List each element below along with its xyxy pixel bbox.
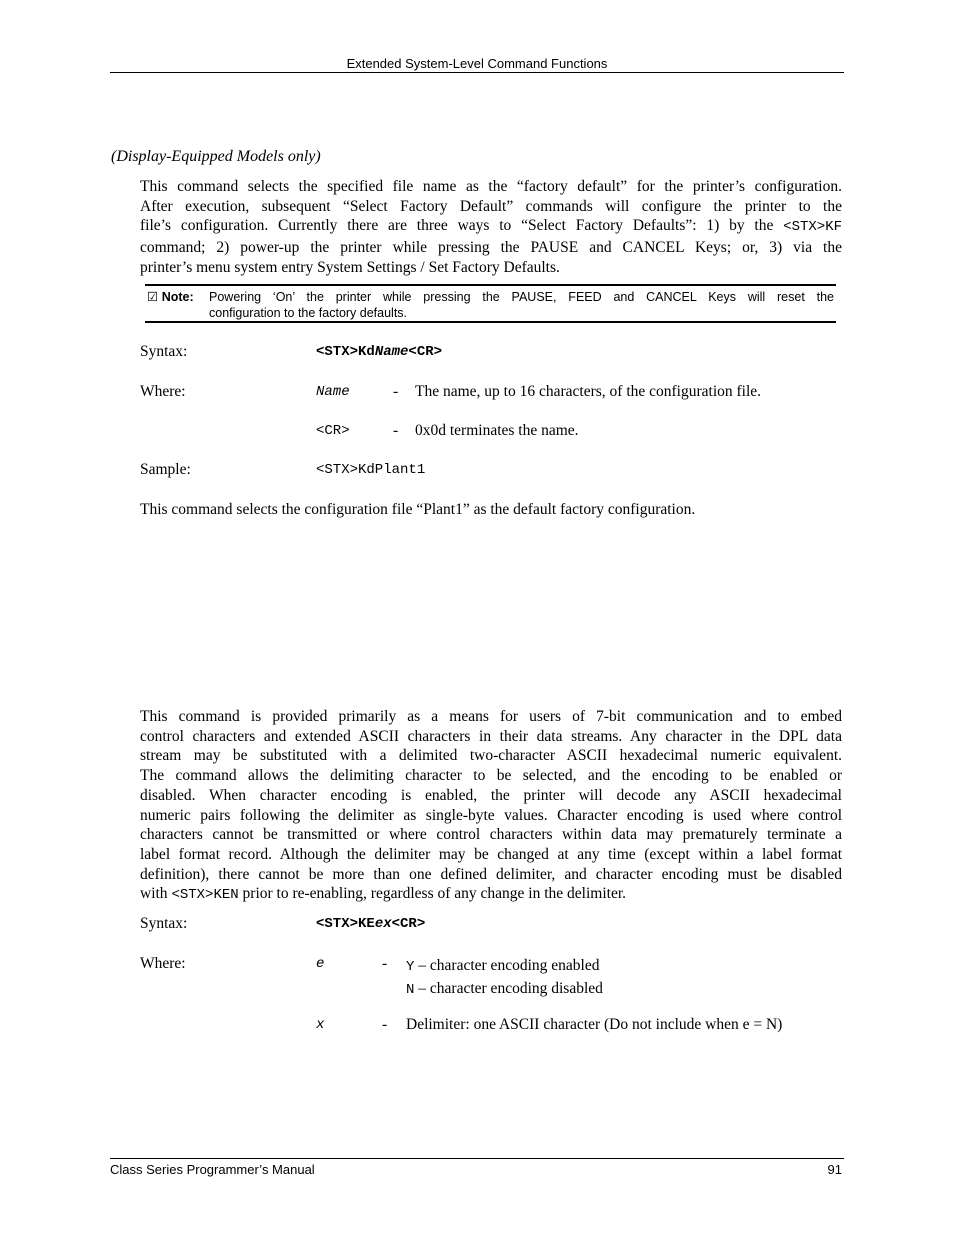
- inline-code: <STX>KF: [783, 219, 842, 236]
- option-line: [406, 955, 603, 978]
- para-line: printer’s menu system entry System Settings / Set Factory Defaults.: [140, 258, 560, 276]
- param-name: <CR>: [316, 423, 350, 439]
- syntax-value: [316, 916, 425, 932]
- syntax-param: ex: [374, 916, 392, 932]
- note-box: [145, 284, 836, 323]
- note-label-text: Note:: [161, 290, 194, 304]
- para-line: stream may be substituted with a delimited two-character ASCII hexadecimal numeric equivalent.: [140, 747, 842, 765]
- param-desc: Delimiter: one ASCII character (Do not include when e = N): [406, 1016, 783, 1033]
- para-line: label format record. Although the delimiter may be changed at any time (except within a label format: [140, 845, 842, 863]
- section-subtitle: (Display-Equipped Models only): [111, 148, 321, 165]
- where-label: Where:: [140, 383, 186, 400]
- syntax-label: Syntax:: [140, 915, 188, 932]
- footer-page-number: 91: [827, 1162, 842, 1177]
- option-code: Y: [406, 959, 415, 975]
- sample-value: <STX>KdPlant1: [316, 462, 426, 478]
- para-line: command; 2) power-up the printer while pressing the PAUSE and CANCEL Keys; or, 3) via the: [140, 239, 842, 257]
- option-text: – character encoding enabled: [414, 957, 600, 974]
- para-line: definition), there cannot be more than one defined delimiter, and character encoding must be disabled: [140, 865, 842, 883]
- syntax-value: [316, 344, 442, 360]
- option-line: [406, 978, 603, 1001]
- section1-closing: This command selects the configuration file “Plant1” as the default factory configuration.: [140, 501, 696, 518]
- inline-code: <STX>KEN: [171, 887, 239, 904]
- checkbox-icon: ☑: [147, 290, 159, 304]
- param-desc: [406, 955, 603, 1001]
- para-line: After execution, subsequent “Select Factory Default” commands will configure the printer to the: [140, 197, 842, 215]
- option-text: – character encoding disabled: [414, 980, 603, 997]
- section1-paragraph: [140, 177, 842, 278]
- para-line: numeric pairs following the delimiter as single-byte values. Character encoding is used where control: [140, 806, 842, 824]
- note-line: configuration to the factory defaults.: [209, 306, 408, 320]
- para-line: The command allows the delimiting character to be selected, and the encoding to be enabled or: [140, 767, 842, 785]
- header-rule: [110, 72, 844, 73]
- param-dash: -: [393, 383, 399, 400]
- para-line-text: with: [140, 885, 172, 903]
- para-line-text: file’s configuration. Currently there are three ways to “Select Factory Defaults”: 1) by the: [140, 217, 784, 235]
- page-header-title: Extended System-Level Command Functions: [346, 56, 608, 71]
- para-line-text: prior to re-enabling, regardless of any change in the delimiter.: [238, 885, 627, 903]
- syntax-param: Name: [374, 344, 409, 360]
- para-line: control characters and extended ASCII characters in their data streams. Any character in the DPL data: [140, 727, 842, 745]
- para-line: characters cannot be transmitted or where control characters within data may prematurely terminate a: [140, 826, 842, 844]
- sample-label: Sample:: [140, 461, 191, 478]
- param-dash: -: [382, 955, 388, 972]
- syntax-suffix: <CR>: [391, 916, 426, 932]
- param-dash: -: [393, 422, 399, 439]
- where-label: Where:: [140, 955, 186, 972]
- footer-manual: Class Series Programmer’s Manual: [110, 1162, 315, 1177]
- note-line: Powering ‘On’ the printer while pressing the PAUSE, FEED and CANCEL Keys will reset the: [209, 290, 834, 304]
- para-line: disabled. When character encoding is enabled, the printer will decode any ASCII hexadecimal: [140, 786, 842, 804]
- syntax-prefix: <STX>KE: [316, 916, 375, 932]
- param-name: e: [316, 956, 325, 972]
- option-code: N: [406, 982, 415, 998]
- footer-rule: [110, 1158, 844, 1159]
- param-dash: -: [382, 1016, 388, 1033]
- note-text: [209, 289, 834, 321]
- syntax-prefix: <STX>Kd: [316, 344, 375, 360]
- param-name: x: [316, 1017, 325, 1033]
- para-line: [140, 216, 842, 238]
- note-label: [147, 289, 194, 304]
- section2-paragraph: [140, 707, 842, 906]
- syntax-suffix: <CR>: [408, 344, 443, 360]
- param-name: Name: [316, 384, 350, 400]
- para-line: This command is provided primarily as a means for users of 7-bit communication and to embed: [140, 708, 842, 725]
- syntax-label: Syntax:: [140, 343, 188, 360]
- para-line: This command selects the specified file name as the “factory default” for the printer’s configuration.: [140, 178, 842, 195]
- param-desc: The name, up to 16 characters, of the configuration file.: [415, 383, 762, 400]
- param-desc: 0x0d terminates the name.: [415, 422, 579, 439]
- para-line: [140, 884, 842, 906]
